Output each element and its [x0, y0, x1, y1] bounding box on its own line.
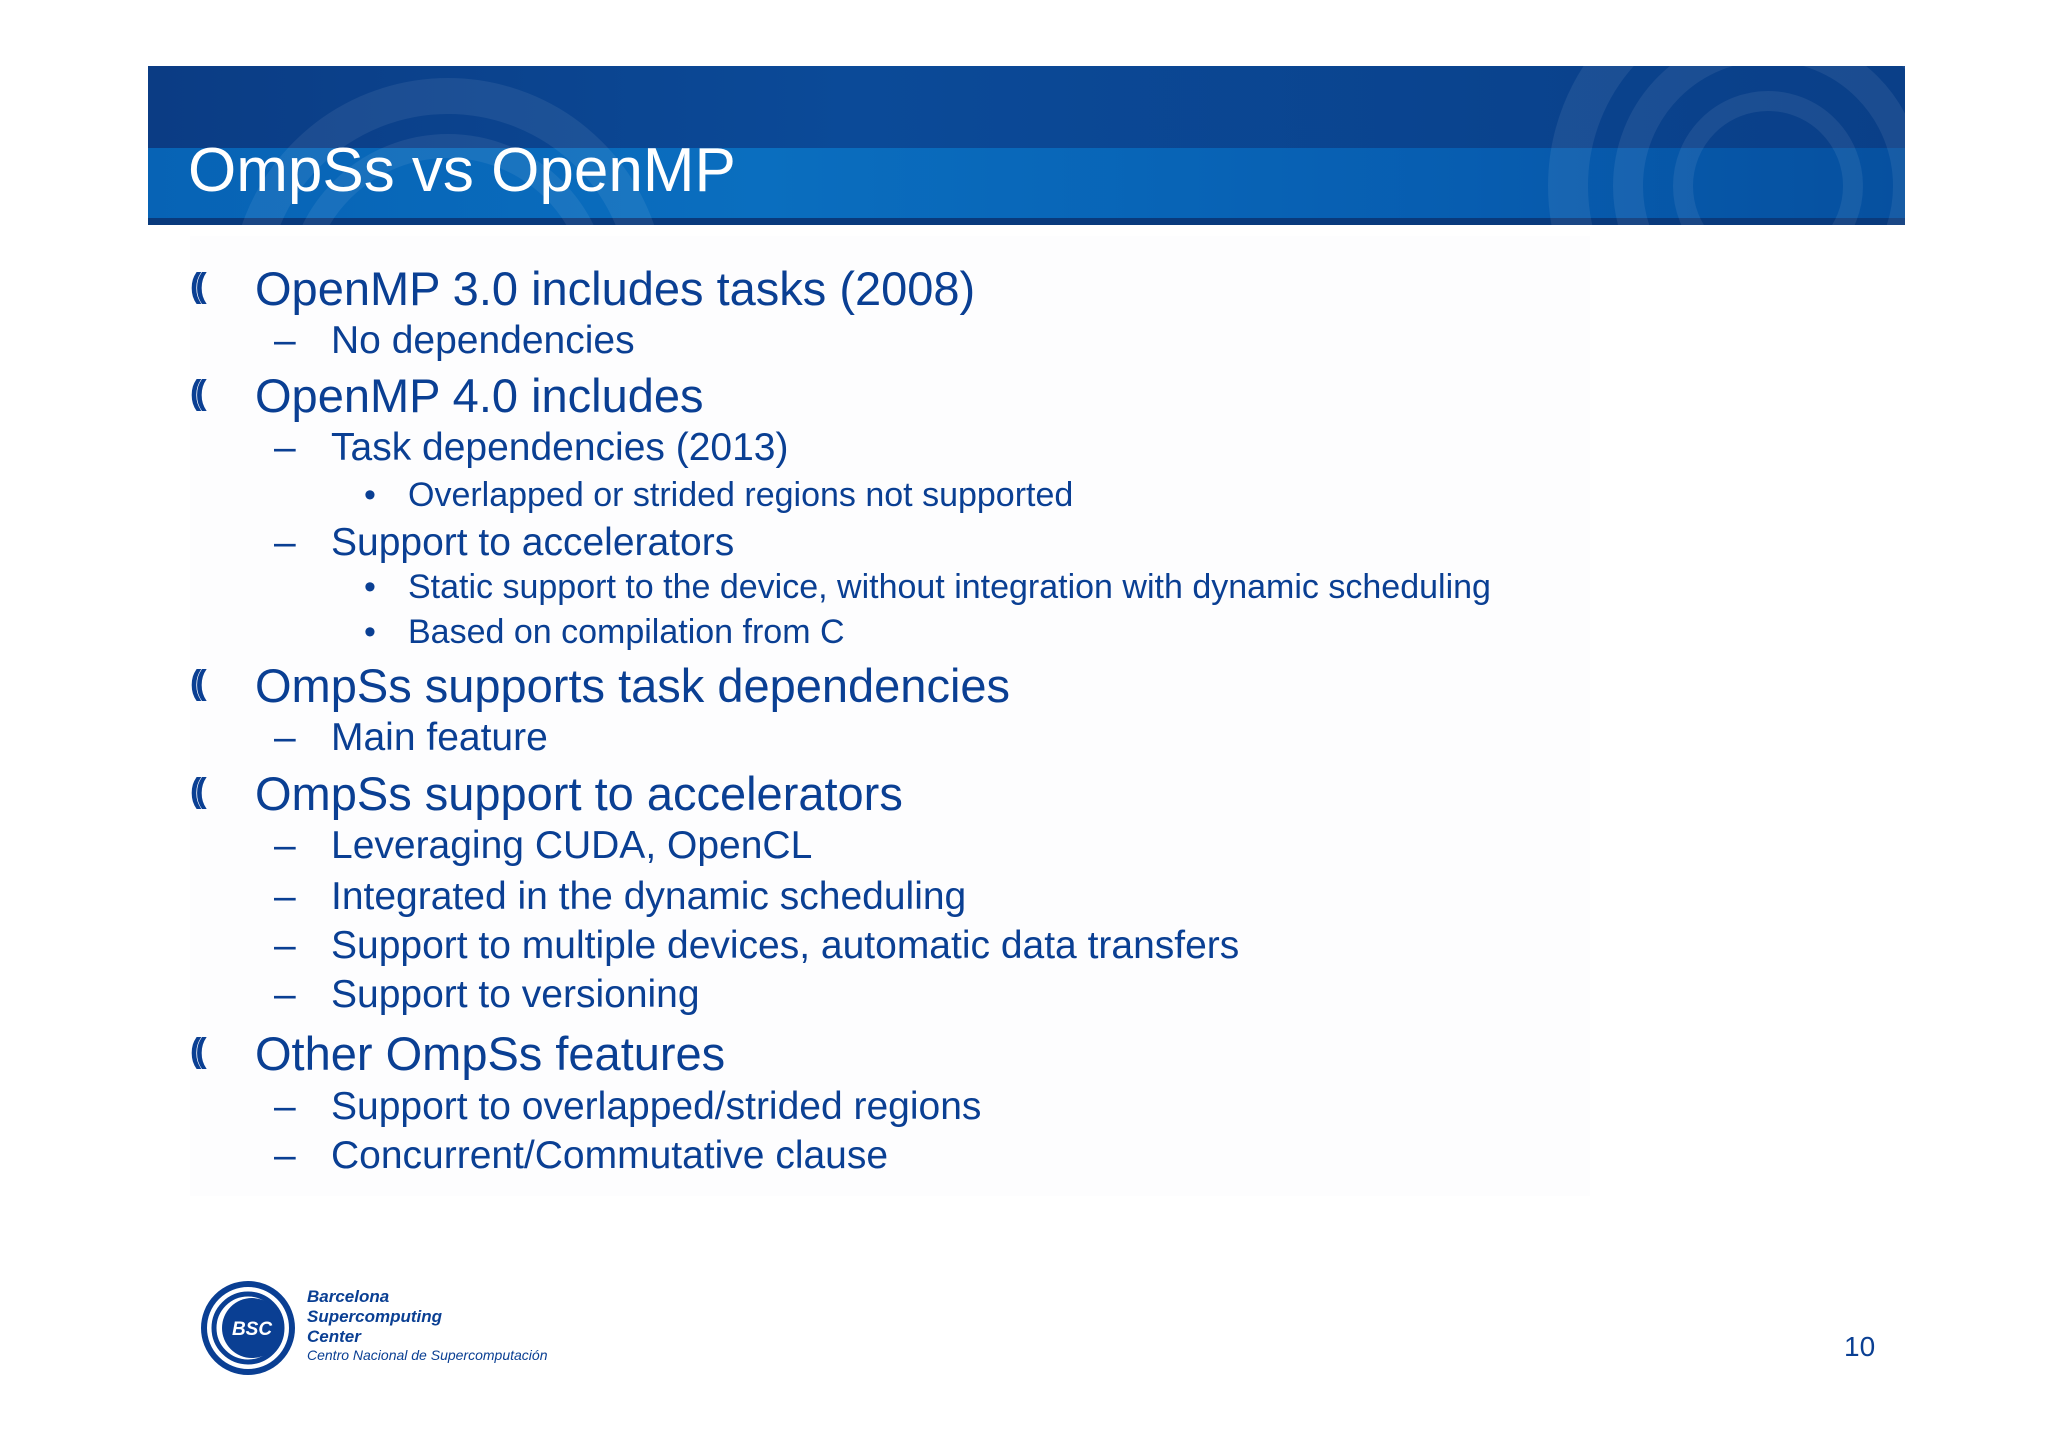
- dash-marker: –: [274, 1085, 296, 1128]
- dash-marker: –: [274, 973, 296, 1016]
- dot-marker: •: [364, 476, 376, 514]
- logo-mark-text: BSC: [231, 1319, 273, 1340]
- page-number: 10: [1844, 1331, 1876, 1362]
- bullet-text: Overlapped or strided regions not supported: [408, 476, 1074, 514]
- bullet-text: Main feature: [331, 716, 548, 759]
- dash-marker: –: [274, 824, 296, 867]
- bullet-text: Leveraging CUDA, OpenCL: [331, 824, 813, 867]
- bullet-text: Support to accelerators: [331, 521, 735, 564]
- bullet-text: Other OmpSs features: [255, 1027, 726, 1080]
- bullet-text: Support to overlapped/strided regions: [331, 1085, 982, 1128]
- bullet-text: OmpSs supports task dependencies: [255, 659, 1011, 712]
- bullet-text: Task dependencies (2013): [331, 426, 789, 469]
- org-line-2: Supercomputing: [307, 1307, 443, 1326]
- org-line-3: Center: [307, 1327, 361, 1346]
- bullet-text: Static support to the device, without integration with dynamic scheduling: [408, 568, 1491, 606]
- bullet-text: OpenMP 3.0 includes tasks (2008): [255, 262, 976, 315]
- bullet-marker-icon: ((: [190, 1032, 201, 1070]
- dash-marker: –: [274, 1134, 296, 1177]
- bsc-logo-icon: [190, 1278, 310, 1378]
- dash-marker: –: [274, 521, 296, 564]
- bullet-text: OpenMP 4.0 includes: [255, 369, 704, 422]
- bullet-text: Support to versioning: [331, 973, 700, 1016]
- bullet-text: OmpSs support to accelerators: [255, 767, 903, 820]
- bullet-text: Support to multiple devices, automatic data transfers: [331, 924, 1240, 967]
- bullet-marker-icon: ((: [190, 374, 201, 412]
- bullet-text: Integrated in the dynamic scheduling: [331, 875, 967, 918]
- bullet-marker-icon: ((: [190, 772, 201, 810]
- dot-marker: •: [364, 613, 376, 651]
- dash-marker: –: [274, 319, 296, 362]
- dash-marker: –: [274, 426, 296, 469]
- bullet-text: Concurrent/Commutative clause: [331, 1134, 889, 1177]
- dash-marker: –: [274, 924, 296, 967]
- dash-marker: –: [274, 716, 296, 759]
- org-subtitle: Centro Nacional de Supercomputación: [307, 1347, 548, 1363]
- slide-title: OmpSs vs OpenMP: [188, 136, 736, 205]
- org-line-1: Barcelona: [307, 1287, 390, 1306]
- dash-marker: –: [274, 875, 296, 918]
- organization-name: [307, 1288, 547, 1362]
- bullet-marker-icon: ((: [190, 267, 201, 305]
- bullet-text: Based on compilation from C: [408, 613, 845, 651]
- dot-marker: •: [364, 568, 376, 606]
- bullet-text: No dependencies: [331, 319, 635, 362]
- bullet-marker-icon: ((: [190, 664, 201, 702]
